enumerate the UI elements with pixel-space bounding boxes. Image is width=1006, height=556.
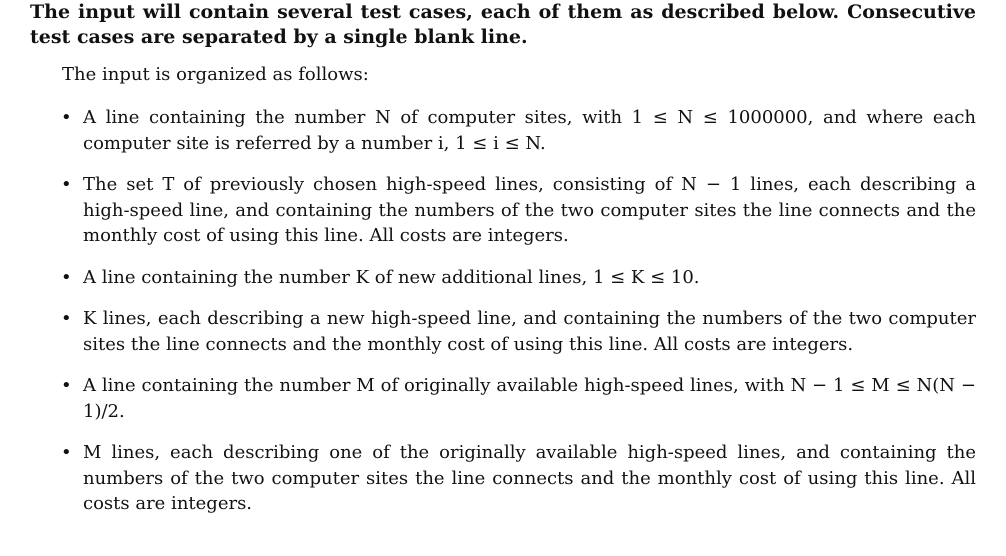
list-item-text: A line containing the number K of new additional lines, 1 ≤ K ≤ 10. [83,266,700,288]
bullet-icon: • [61,308,72,329]
list-item [30,105,976,156]
input-format-list [30,105,976,517]
document-page [30,0,976,533]
list-item [30,172,976,249]
list-item [30,373,976,424]
list-item-text: M lines, each describing one of the originally available high-speed lines, and containing the numbers of the two computer sites the line connects and the monthly cost of using this line. All costs are integers. [83,442,976,514]
bullet-icon: • [61,442,72,463]
list-item-text: The set T of previously chosen high-speed lines, consisting of N − 1 lines, each describing a high-speed line, and containing the numbers of the two computer sites the line connects and the monthly cost of using this line. All costs are integers. [83,174,976,246]
list-item [30,265,976,291]
bullet-icon: • [61,375,72,396]
bullet-icon: • [61,107,72,128]
list-item [30,440,976,517]
list-item-text: K lines, each describing a new high-speed line, and containing the numbers of the two computer sites the line connects and the monthly cost of using this line. All costs are integers. [83,308,976,355]
list-item [30,306,976,357]
list-item-text: A line containing the number M of originally available high-speed lines, with N − 1 ≤ M ≤ N(N − 1)/2. [83,375,976,422]
intro-paragraph: The input will contain several test cases, each of them as described below. Consecutive test cases are separated by a single blank line. [30,1,976,48]
list-item-text: A line containing the number N of computer sites, with 1 ≤ N ≤ 1000000, and where each computer site is referred by a number i, 1 ≤ i ≤ N. [83,107,976,154]
lead-sentence: The input is organized as follows: [62,64,369,85]
bullet-icon: • [61,266,72,288]
bullet-icon: • [61,174,72,195]
